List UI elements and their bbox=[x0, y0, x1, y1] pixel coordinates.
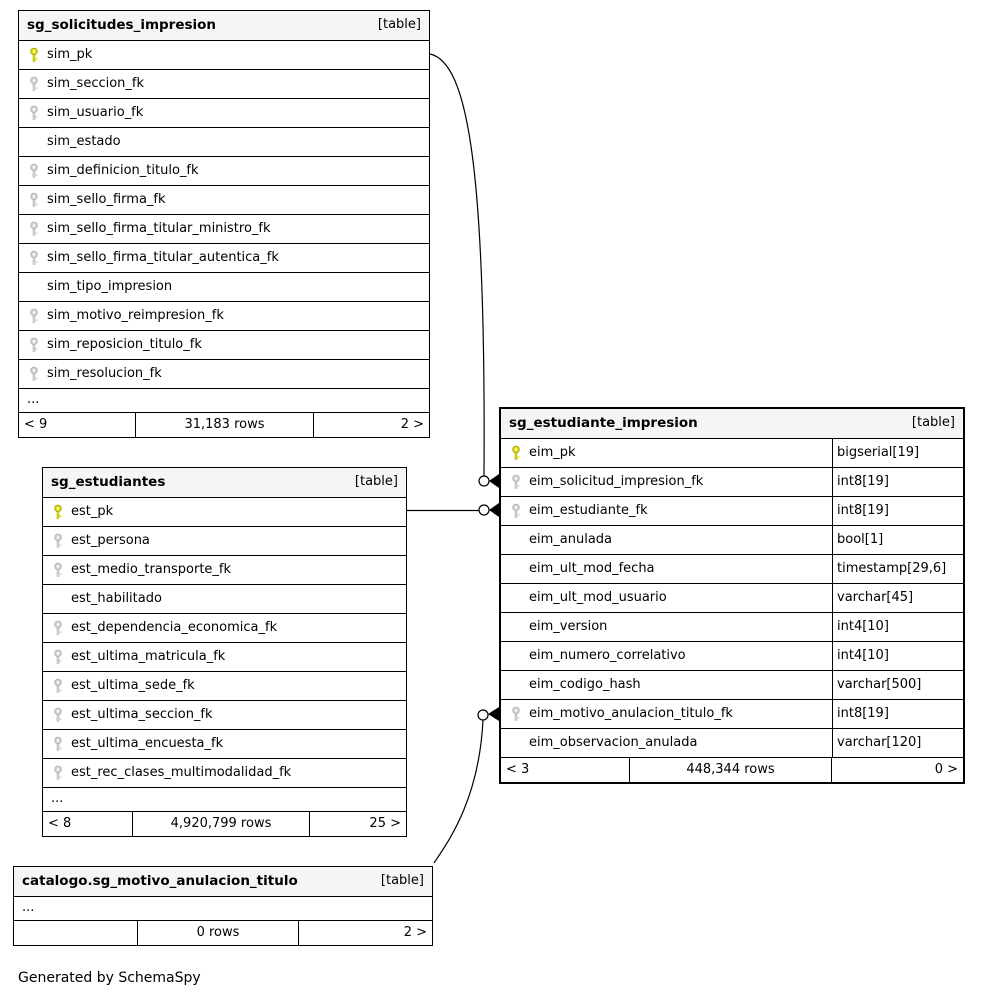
column-name: sim_pk bbox=[47, 47, 93, 62]
column-name: est_pk bbox=[71, 504, 114, 519]
column-row-est_persona bbox=[43, 526, 406, 555]
column-row-sim_sello_firma_titular_ministro_fk bbox=[19, 214, 429, 243]
foreign-key-icon bbox=[27, 105, 40, 121]
table-header[interactable] bbox=[19, 11, 429, 40]
column-type: int4[10] bbox=[832, 642, 963, 670]
column-row-sim_motivo_reimpresion_fk bbox=[19, 301, 429, 330]
column-name: sim_definicion_titulo_fk bbox=[47, 163, 199, 178]
column-row-eim_motivo_anulacion_titulo_fk bbox=[501, 699, 963, 728]
column-type: timestamp[29,6] bbox=[832, 555, 963, 583]
column-name: sim_sello_firma_titular_autentica_fk bbox=[47, 250, 279, 265]
foreign-key-icon bbox=[509, 503, 522, 519]
column-name: sim_sello_firma_fk bbox=[47, 192, 166, 207]
foreign-key-icon bbox=[27, 337, 40, 353]
column-name: eim_estudiante_fk bbox=[529, 503, 648, 518]
parent-relations-count bbox=[14, 921, 138, 945]
column-row-sim_definicion_titulo_fk bbox=[19, 156, 429, 185]
foreign-key-icon bbox=[509, 474, 522, 490]
foreign-key-icon bbox=[51, 533, 64, 549]
column-name: est_ultima_encuesta_fk bbox=[71, 736, 224, 751]
column-name: sim_motivo_reimpresion_fk bbox=[47, 308, 224, 323]
table-header[interactable] bbox=[43, 468, 406, 497]
column-name: sim_sello_firma_titular_ministro_fk bbox=[47, 221, 271, 236]
column-row-est_habilitado bbox=[43, 584, 406, 613]
table-title[interactable]: sg_solicitudes_impresion bbox=[27, 17, 217, 33]
column-row-eim_solicitud_impresion_fk bbox=[501, 467, 963, 496]
table-header[interactable] bbox=[14, 867, 432, 896]
row-count: 4,920,799 rows bbox=[133, 812, 310, 836]
zero-or-one-circle bbox=[479, 505, 489, 515]
table-type-badge: [table] bbox=[911, 415, 955, 430]
column-row-eim_codigo_hash bbox=[501, 670, 963, 699]
table-footer bbox=[14, 920, 432, 945]
column-row-est_rec_clases_multimodalidad_fk bbox=[43, 758, 406, 787]
zero-or-one-circle bbox=[479, 476, 489, 486]
parent-relations-count: < 9 bbox=[19, 413, 136, 437]
column-name: eim_codigo_hash bbox=[529, 677, 641, 692]
foreign-key-icon bbox=[27, 308, 40, 324]
column-row-est_dependencia_economica_fk bbox=[43, 613, 406, 642]
column-type: varchar[500] bbox=[832, 671, 963, 699]
column-row-est_ultima_seccion_fk bbox=[43, 700, 406, 729]
foreign-key-icon bbox=[27, 366, 40, 382]
column-row-eim_estudiante_fk bbox=[501, 496, 963, 525]
column-row-sim_seccion_fk bbox=[19, 69, 429, 98]
entity-table-catalogo-sg-motivo-anulacion-titulo[interactable] bbox=[13, 866, 433, 946]
table-type-badge: [table] bbox=[354, 474, 398, 489]
more-columns-ellipsis: ... bbox=[14, 896, 432, 920]
connector-motivo-anulacion-to-eim-motivo bbox=[434, 707, 499, 863]
column-type: int4[10] bbox=[832, 613, 963, 641]
column-row-eim_numero_correlativo bbox=[501, 641, 963, 670]
column-name: eim_ult_mod_usuario bbox=[529, 590, 667, 605]
table-header[interactable] bbox=[501, 409, 963, 438]
column-row-eim_ult_mod_fecha bbox=[501, 554, 963, 583]
column-row-eim_anulada bbox=[501, 525, 963, 554]
column-name: eim_version bbox=[529, 619, 608, 634]
column-row-sim_sello_firma_fk bbox=[19, 185, 429, 214]
column-row-est_ultima_matricula_fk bbox=[43, 642, 406, 671]
foreign-key-icon bbox=[27, 221, 40, 237]
column-name: eim_solicitud_impresion_fk bbox=[529, 474, 704, 489]
column-row-sim_usuario_fk bbox=[19, 98, 429, 127]
table-title[interactable]: sg_estudiantes bbox=[51, 474, 166, 490]
column-name: sim_reposicion_titulo_fk bbox=[47, 337, 202, 352]
column-name: est_habilitado bbox=[71, 591, 162, 606]
connector-est-pk-to-eim-estudiante bbox=[407, 503, 499, 517]
foreign-key-icon bbox=[27, 192, 40, 208]
row-count: 448,344 rows bbox=[630, 758, 832, 782]
entity-table-sg-estudiantes[interactable] bbox=[42, 467, 407, 837]
foreign-key-icon bbox=[51, 707, 64, 723]
column-name: est_medio_transporte_fk bbox=[71, 562, 232, 577]
table-title[interactable]: catalogo.sg_motivo_anulacion_titulo bbox=[22, 873, 298, 889]
foreign-key-icon bbox=[51, 562, 64, 578]
column-row-sim_sello_firma_titular_autentica_fk bbox=[19, 243, 429, 272]
generator-credit: Generated by SchemaSpy bbox=[18, 970, 201, 986]
column-row-est_pk bbox=[43, 497, 406, 526]
column-row-sim_estado bbox=[19, 127, 429, 156]
child-relations-count: 0 > bbox=[934, 762, 958, 777]
foreign-key-icon bbox=[51, 678, 64, 694]
primary-key-icon bbox=[27, 47, 40, 63]
column-row-est_medio_transporte_fk bbox=[43, 555, 406, 584]
column-name: eim_numero_correlativo bbox=[529, 648, 686, 663]
column-name: est_persona bbox=[71, 533, 150, 548]
column-name: sim_tipo_impresion bbox=[47, 279, 173, 294]
column-name: eim_motivo_anulacion_titulo_fk bbox=[529, 706, 733, 721]
crow-foot-arrow bbox=[488, 707, 499, 721]
foreign-key-icon bbox=[27, 76, 40, 92]
table-type-badge: [table] bbox=[380, 873, 424, 888]
table-footer bbox=[43, 811, 406, 836]
parent-relations-count: < 8 bbox=[43, 812, 133, 836]
column-row-eim_version bbox=[501, 612, 963, 641]
column-row-sim_reposicion_titulo_fk bbox=[19, 330, 429, 359]
column-name: est_ultima_sede_fk bbox=[71, 678, 195, 693]
child-relations-count: 2 > bbox=[400, 417, 424, 432]
zero-or-one-circle bbox=[478, 710, 488, 720]
column-row-sim_tipo_impresion bbox=[19, 272, 429, 301]
column-row-sim_pk bbox=[19, 40, 429, 69]
table-footer bbox=[19, 412, 429, 437]
primary-key-icon bbox=[51, 504, 64, 520]
column-type: int8[19] bbox=[832, 700, 963, 728]
entity-table-sg-solicitudes-impresion[interactable] bbox=[18, 10, 430, 438]
foreign-key-icon bbox=[27, 250, 40, 266]
column-row-est_ultima_encuesta_fk bbox=[43, 729, 406, 758]
foreign-key-icon bbox=[51, 649, 64, 665]
column-row-est_ultima_sede_fk bbox=[43, 671, 406, 700]
column-name: eim_anulada bbox=[529, 532, 613, 547]
row-count: 0 rows bbox=[138, 921, 299, 945]
column-name: est_ultima_seccion_fk bbox=[71, 707, 213, 722]
column-name: est_ultima_matricula_fk bbox=[71, 649, 226, 664]
primary-key-icon bbox=[509, 445, 522, 461]
column-name: sim_resolucion_fk bbox=[47, 366, 162, 381]
foreign-key-icon bbox=[51, 736, 64, 752]
foreign-key-icon bbox=[27, 163, 40, 179]
column-type: bool[1] bbox=[832, 526, 963, 554]
column-type: varchar[45] bbox=[832, 584, 963, 612]
column-name: eim_ult_mod_fecha bbox=[529, 561, 655, 576]
column-name: eim_pk bbox=[529, 445, 576, 460]
table-title[interactable]: sg_estudiante_impresion bbox=[509, 415, 698, 431]
column-name: est_dependencia_economica_fk bbox=[71, 620, 278, 635]
column-type: int8[19] bbox=[832, 497, 963, 525]
column-type: bigserial[19] bbox=[832, 439, 963, 467]
foreign-key-icon bbox=[509, 706, 522, 722]
column-row-eim_pk bbox=[501, 438, 963, 467]
column-name: sim_usuario_fk bbox=[47, 105, 144, 120]
table-type-badge: [table] bbox=[377, 17, 421, 32]
child-relations-count: 2 > bbox=[403, 925, 427, 940]
column-name: sim_estado bbox=[47, 134, 121, 149]
table-footer bbox=[501, 757, 963, 782]
crow-foot-arrow bbox=[489, 503, 499, 517]
column-row-eim_ult_mod_usuario bbox=[501, 583, 963, 612]
more-columns-ellipsis: ... bbox=[43, 787, 406, 811]
more-columns-ellipsis: ... bbox=[19, 388, 429, 412]
column-name: sim_seccion_fk bbox=[47, 76, 145, 91]
row-count: 31,183 rows bbox=[136, 413, 314, 437]
column-row-sim_resolucion_fk bbox=[19, 359, 429, 388]
parent-relations-count: < 3 bbox=[501, 758, 630, 782]
entity-table-sg-estudiante-impresion[interactable] bbox=[499, 407, 965, 784]
column-name: eim_observacion_anulada bbox=[529, 735, 698, 750]
column-type: int8[19] bbox=[832, 468, 963, 496]
column-row-eim_observacion_anulada bbox=[501, 728, 963, 757]
connector-sim-pk-to-eim-solicitud bbox=[430, 54, 499, 488]
column-type: varchar[120] bbox=[832, 729, 963, 757]
crow-foot-arrow bbox=[489, 474, 499, 488]
column-name: est_rec_clases_multimodalidad_fk bbox=[71, 765, 292, 780]
foreign-key-icon bbox=[51, 765, 64, 781]
foreign-key-icon bbox=[51, 620, 64, 636]
child-relations-count: 25 > bbox=[369, 816, 401, 831]
